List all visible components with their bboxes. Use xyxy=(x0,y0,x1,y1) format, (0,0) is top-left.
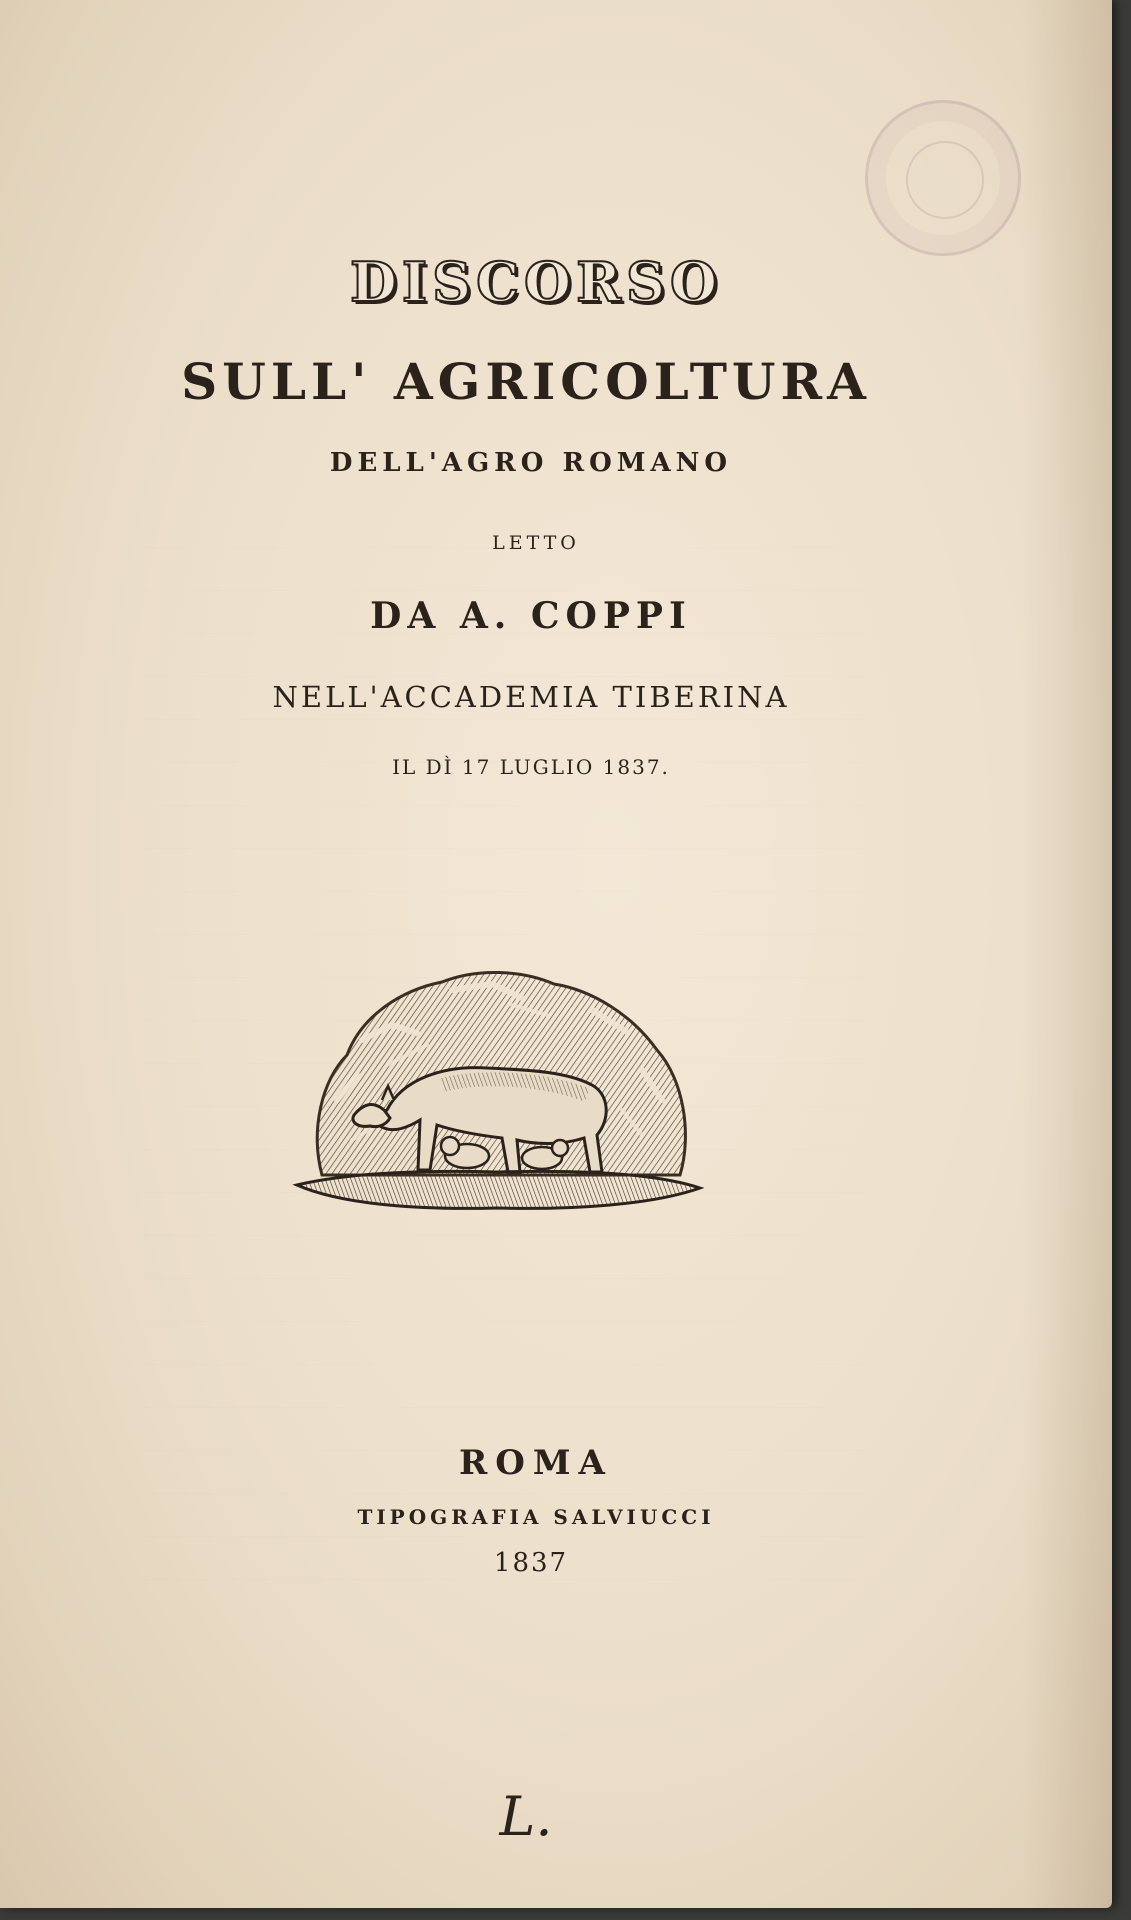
author-line: DA A. COPPI xyxy=(370,595,692,637)
book-subtitle: SULL' AGRICOLTURA xyxy=(181,352,871,411)
imprint-city: ROMA xyxy=(459,1443,613,1483)
imprint-printer: TIPOGRAFIA SALVIUCCI xyxy=(357,1505,715,1529)
date-line: IL DÌ 17 LUGLIO 1837. xyxy=(392,755,670,779)
book-topic: DELL'AGRO ROMANO xyxy=(329,448,733,478)
imprint-year: 1837 xyxy=(493,1548,569,1578)
capitoline-wolf-icon xyxy=(292,960,704,1215)
book-title: DISCORSO xyxy=(349,250,722,314)
academy-line: NELL'ACCADEMIA TIBERINA xyxy=(272,680,790,714)
handwritten-mark: L. xyxy=(499,1785,553,1848)
library-stamp-icon xyxy=(865,100,1021,256)
read-label: LETTO xyxy=(492,532,580,554)
